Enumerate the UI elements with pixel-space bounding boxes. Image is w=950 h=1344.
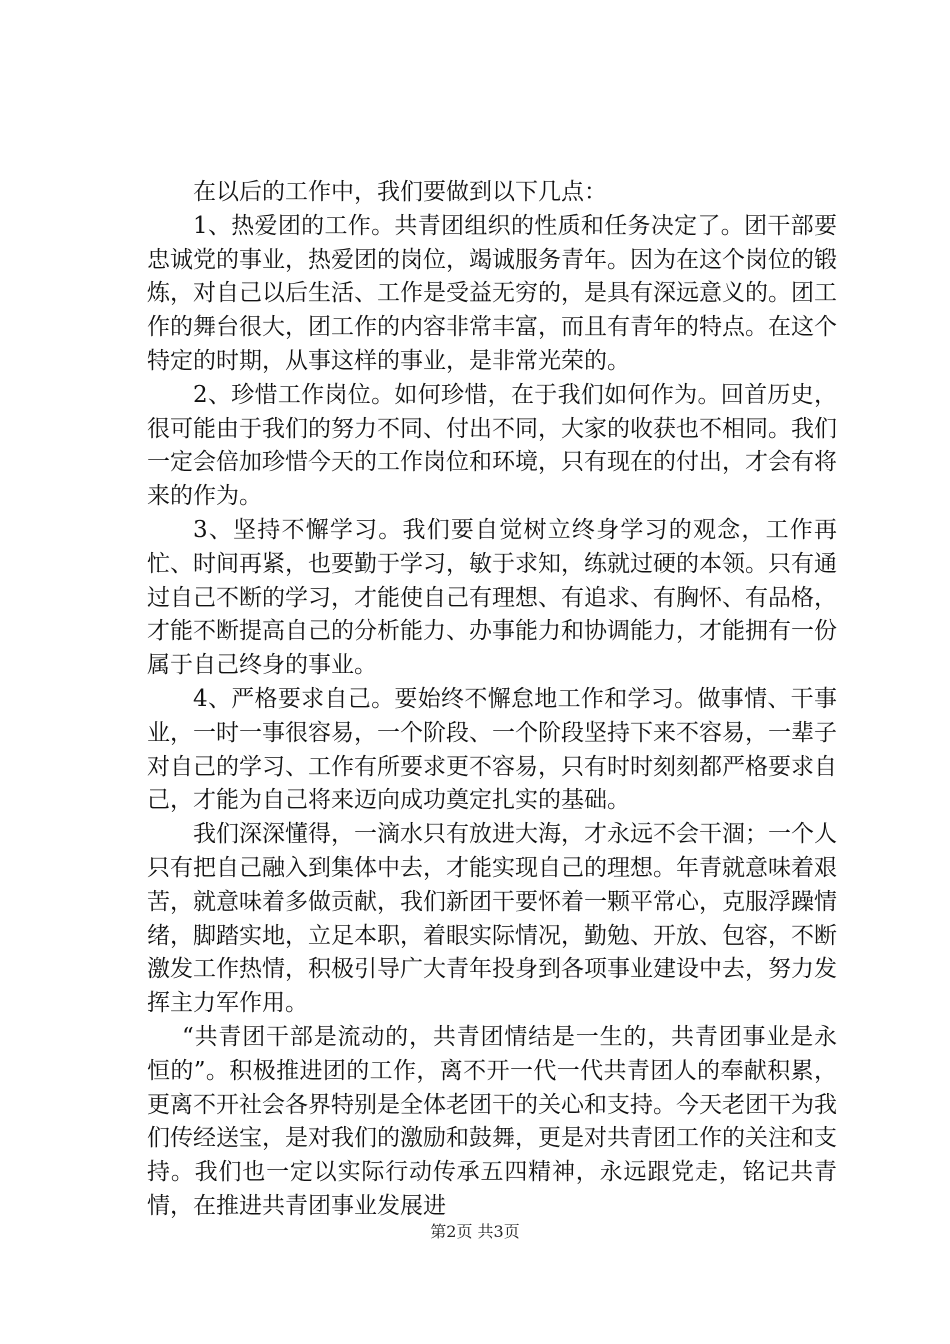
page-footer: 第2页 共3页 [430,1222,520,1241]
document-body [147,176,837,1224]
paragraph-intro: 在以后的工作中，我们要做到以下几点： [193,179,607,205]
paragraph-point-2: 2、珍惜工作岗位。如何珍惜，在于我们如何作为。回首历史，很可能由于我们的努力不同、付出不同，大家的收获也不相同。我们一定会倍加珍惜今天的工作岗位和环境，只有现在的付出，才会有将来的作为。 [147,381,837,510]
paragraph-point-1: 1、热爱团的工作。共青团组织的性质和任务决定了。团干部要忠诚党的事业，热爱团的岗位，竭诚服务青年。因为在这个岗位的锻炼，对自己以后生活、工作是受益无穷的，是具有深远意义的。团工作的舞台很大，团工作的内容非常丰富，而且有青年的特点。在这个特定的时期，从事这样的事业，是非常光荣的。 [147,212,837,374]
paragraph-point-3: 3、坚持不懈学习。我们要自觉树立终身学习的观念，工作再忙、时间再紧，也要勤于学习，敏于求知，练就过硬的本领。只有通过自己不断的学习，才能使自己有理想、有追求、有胸怀、有品格，才能不断提高自己的分析能力、办事能力和协调能力，才能拥有一份属于自己终身的事业。 [147,516,837,679]
paragraph-point-4: 4、严格要求自己。要始终不懈怠地工作和学习。做事情、干事业，一时一事很容易，一个阶段、一个阶段坚持下来不容易，一辈子对自己的学习、工作有所要求更不容易，只有时时刻刻都严格要求自己，才能为自己将来迈向成功奠定扎实的基础。 [147,685,837,814]
paragraph-quote: “共青团干部是流动的，共青团情结是一生的，共青团事业是永恒的”。积极推进团的工作，离不开一代一代共青团人的奉献积累，更离不开社会各界特别是全体老团干的关心和支持。今天老团干为我们传经送宝，是对我们的激励和鼓舞，更是对共青团工作的关注和支持。我们也一定以实际行动传承五四精神，永远跟党走，铭记共青情，在推进共青团事业发展进 [147,1023,837,1219]
paragraph-understanding: 我们深深懂得，一滴水只有放进大海，才永远不会干涸；一个人只有把自己融入到集体中去，才能实现自己的理想。年青就意味着艰苦，就意味着多做贡献，我们新团干要怀着一颗平常心，克服浮躁情绪，脚踏实地，立足本职，着眼实际情况，勤勉、开放、包容，不断激发工作热情，积极引导广大青年投身到各项事业建设中去，努力发挥主力军作用。 [147,821,837,1017]
